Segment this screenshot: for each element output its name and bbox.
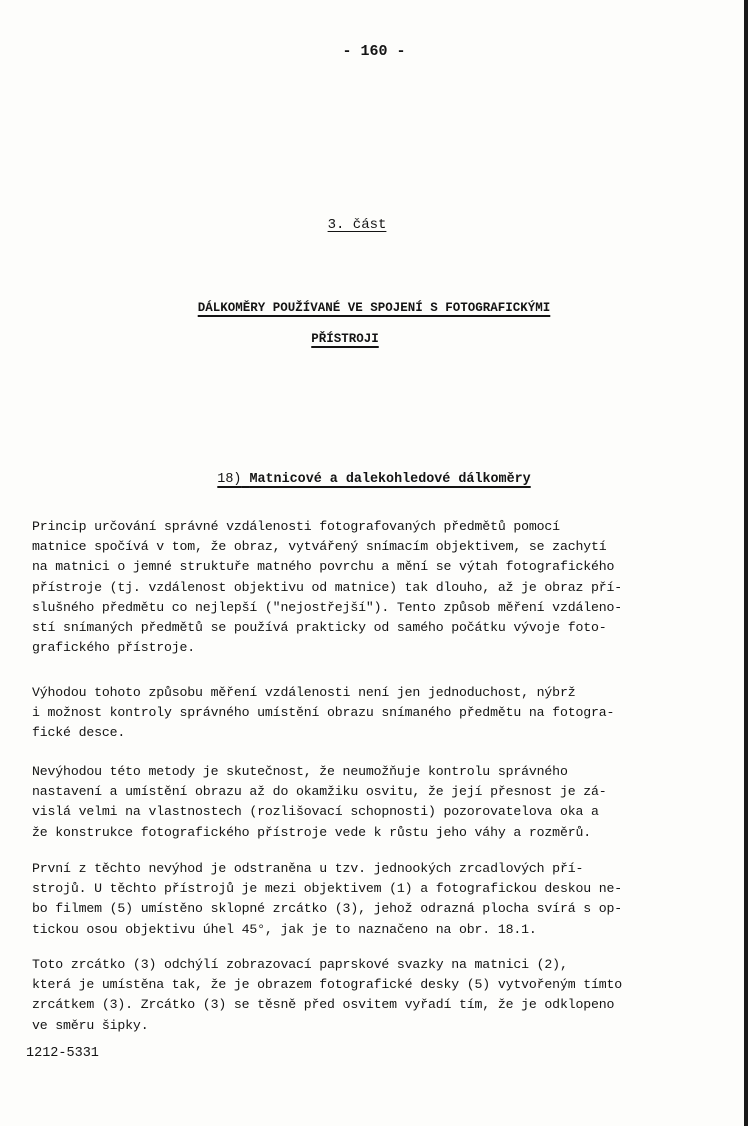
paragraph-disadvantage: Nevýhodou této metody je skutečnost, že neumožňuje kontrolu správného nastavení a umístění obrazu až do okamžiku osvitu, že její přesnost je zá- vislá velmi na vlastnostech (rozlišovací schopnosti) pozorovatelova oka a že konstrukce fotografického přístroje vede k růstu jeho váhy a rozměrů. bbox=[32, 764, 607, 840]
chapter-title-line-1-text: DÁLKOMĚRY POUŽÍVANÉ VE SPOJENÍ S FOTOGRAFICKÝMI bbox=[197, 301, 551, 315]
section-number: 18) bbox=[217, 472, 242, 487]
part-heading-text: 3. část bbox=[327, 217, 387, 233]
scan-edge bbox=[744, 0, 748, 1126]
chapter-title-line-1 bbox=[0, 298, 748, 318]
paragraph-principle: Princip určování správné vzdálenosti fotografovaných předmětů pomocí matnice spočívá v tom, že obraz, vytvářený snímacím objektivem, se zachytí na matnici o jemné struktuře matného povrchu a mění se výtah fotografického přístroje (tj. vzdálenost objektivu od matnice) tak dlouho, až je obraz pří- slušného předmětu co nejlepší ("nejostřejší"). Tento způsob měření vzdáleno- stí snímaných předmětů se používá prakticky od samého počátku vývoje foto- grafického přístroje. bbox=[32, 519, 623, 656]
document-code: 1212-5331 bbox=[26, 1046, 99, 1061]
page-number: - 160 - bbox=[342, 43, 406, 60]
paragraph-advantage: Výhodou tohoto způsobu měření vzdálenosti není jen jednoduchost, nýbrž i možnost kontroly správného umístění obrazu snímaného předmětu na fotogra- fické desce. bbox=[32, 685, 615, 741]
paragraph-reflex-cameras: První z těchto nevýhod je odstraněna u tzv. jednookých zrcadlových pří- strojů. U těchto přístrojů je mezi objektivem (1) a fotografickou deskou ne- bo filmem (5) umístěno sklopné zrcátko (3), jehož odrazná plocha svírá s op- tickou osou objektivu úhel 45°, jak je to naznačeno na obr. 18.1. bbox=[32, 861, 623, 937]
section-heading bbox=[0, 470, 748, 490]
paragraph-mirror: Toto zrcátko (3) odchýlí zobrazovací paprskové svazky na matnici (2), která je umístěna tak, že je obrazem fotografické desky (5) vytvořeným tímto zrcátkem (3). Zrcátko (3) se těsně před osvitem vyřadí tím, že je odklopeno ve směru šipky. bbox=[32, 957, 623, 1033]
part-heading bbox=[0, 215, 714, 235]
section-title: Matnicové a dalekohledové dálkoměry bbox=[249, 472, 531, 487]
section-heading-underline bbox=[217, 472, 530, 487]
chapter-title-line-2 bbox=[0, 329, 690, 349]
chapter-title-line-2-text: PŘÍSTROJI bbox=[311, 332, 379, 346]
